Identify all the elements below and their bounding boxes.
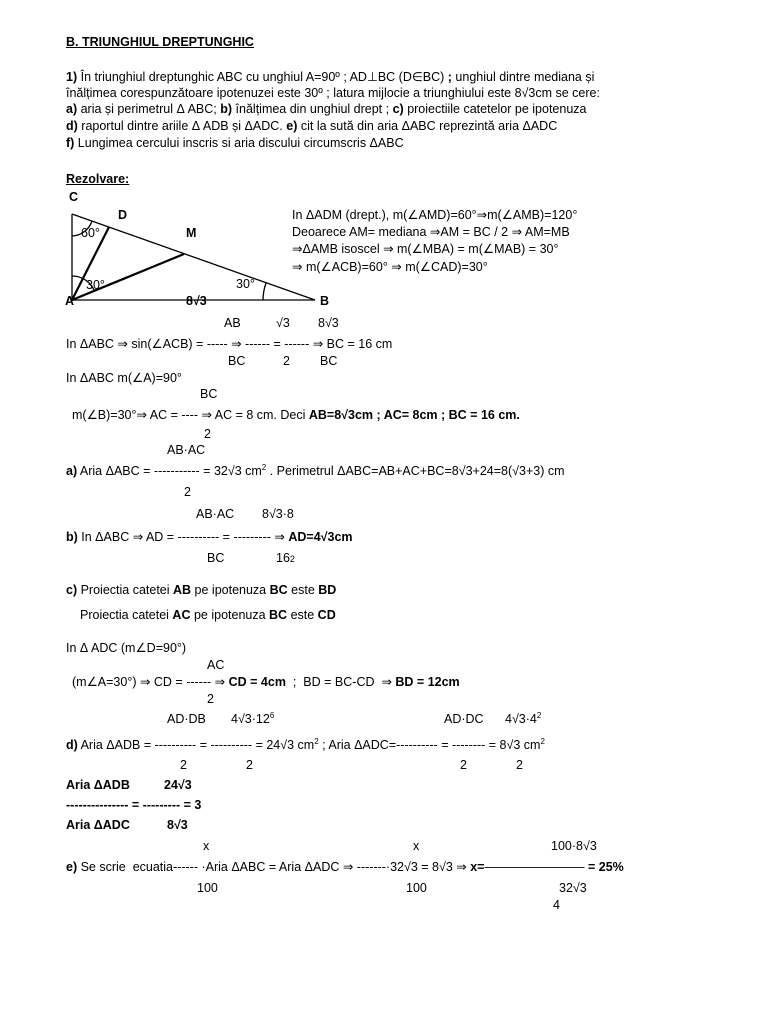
page-title: B. TRIUNGHIUL DREPTUNGHIC [66, 35, 254, 49]
a-den: 2 [184, 485, 191, 499]
median-am [72, 254, 184, 300]
d-den-2: 2 [246, 758, 253, 772]
d-den-4: 2 [516, 758, 523, 772]
vertex-d-label: D [118, 208, 128, 222]
angle-b-arc [263, 283, 266, 300]
part-b-line: b) In ΔABC ⇒ AD = ---------- = --------- ⇒ AD=4√3cm [66, 530, 353, 544]
e-den-2: 100 [406, 881, 427, 895]
vertex-c-label: C [69, 190, 79, 204]
b-num-1: AB·AC [196, 507, 235, 521]
sin-num-1: AB [224, 316, 241, 330]
part-c-line-1: c) Proiectia catetei AB pe ipotenuza BC este BD [66, 583, 337, 597]
sin-den-2: 2 [283, 354, 290, 368]
angle-a-label: 30° [86, 278, 105, 292]
problem-line-2: înălțimea corespunzătoare ipotenuzei este 30º ; latura mijlocie a triunghiului este 8√3cm se cere: [66, 86, 600, 100]
angle-b-label: 30° [236, 277, 255, 291]
ac-den: 2 [204, 427, 211, 441]
e-num-3: 100·8√3 [551, 839, 597, 853]
side-text-3: ⇒ΔAMB isoscel ⇒ m(∠MBA) = m(∠MAB) = 30° [292, 242, 559, 256]
a-num: AB·AC [167, 443, 206, 457]
problem-line-4: d) raportul dintre ariile Δ ADB și ΔADC. e) cit la sută din aria ΔABC reprezintă aria ΔADC [66, 119, 558, 133]
adc-line-2: (m∠A=30°) ⇒ CD = ------ ⇒ CD = 4cm ; BD = BC-CD ⇒ BD = 12cm [72, 675, 460, 689]
solution-heading: Rezolvare: [66, 172, 130, 186]
ratio-num-right: 24√3 [164, 778, 192, 792]
adc-line-1: In Δ ADC (m∠D=90°) [66, 641, 187, 655]
cd-den: 2 [207, 692, 214, 706]
side-text-4: ⇒ m(∠ACB)=60° ⇒ m(∠CAD)=30° [292, 260, 488, 274]
angle-a-line: In ΔABC m(∠A)=90° [66, 371, 182, 385]
d-num-4: $4√3\cdot 4^2$ [505, 711, 542, 726]
d-num-2: $4√3\cdot 12^6$ [231, 711, 275, 726]
e-num-1: x [203, 839, 210, 853]
ac-equation: m(∠B)=30°⇒ AC = ---- ⇒ AC = 8 cm. Deci AB=8√3cm ; AC= 8cm ; BC = 16 cm. [72, 408, 520, 422]
e-num-2: x [413, 839, 420, 853]
sin-num-3: 8√3 [318, 316, 339, 330]
sin-den-3: BC [320, 354, 338, 368]
cd-num: AC [207, 658, 225, 672]
d-num-3: AD·DC [444, 712, 484, 726]
ratio-num-left: Aria ΔADB [66, 778, 130, 792]
vertex-b-label: B [320, 294, 330, 308]
part-c-line-2: Proiectia catetei AC pe ipotenuza BC este CD [80, 608, 336, 622]
b-num-2: 8√3·8 [262, 507, 294, 521]
side-ab-label: 8√3 [186, 294, 207, 308]
e-den-1: 100 [197, 881, 218, 895]
part-d-line: d) Aria ΔADB = ---------- = ---------- = 24√3 $cm^2$ ; Aria ΔADC=---------- = -------- = 8√3 $cm^2$ [66, 737, 545, 752]
d-den-3: 2 [460, 758, 467, 772]
d-den-1: 2 [180, 758, 187, 772]
problem-line-3: a) aria și perimetrul Δ ABC; b) înălțimea din unghiul drept ; c) proiectiile catetelor pe ipotenuza [66, 102, 587, 116]
side-text-2: Deoarece AM= mediana ⇒AM = BC / 2 ⇒ AM=MB [292, 225, 570, 239]
ratio-bar: --------------- = --------- = 3 [66, 798, 202, 812]
ac-num: BC [200, 387, 218, 401]
vertex-m-label: M [186, 226, 197, 240]
e-den-3-sub: 4 [553, 898, 560, 912]
ratio-den-right: 8√3 [167, 818, 188, 832]
sin-num-2: √3 [276, 316, 290, 330]
side-text-1: In ΔADM (drept.), m(∠AMD)=60°⇒m(∠AMB)=120° [292, 208, 578, 222]
vertex-a-label: A [65, 294, 75, 308]
angle-c-label: 60° [81, 226, 100, 240]
b-den-1: BC [207, 551, 225, 565]
d-num-1: AD·DB [167, 712, 206, 726]
problem-line-1: 1) În triunghiul dreptunghic ABC cu unghiul A=90º ; AD⊥BC (D∈BC) ; unghiul dintre mediana și [66, 70, 595, 84]
e-den-3: 32√3 [559, 881, 587, 895]
ratio-den-left: Aria ΔADC [66, 818, 130, 832]
sin-den-1: BC [228, 354, 246, 368]
part-a-line: a) Aria ΔABC = ----------- = 32√3 $cm^2$ . Perimetrul ΔABC=AB+AC+BC=8√3+24=8(√3+3) cm [66, 463, 565, 478]
problem-line-5: f) Lungimea cercului inscris si aria discului circumscris ΔABC [66, 136, 404, 150]
sin-equation: In ΔABC ⇒ sin(∠ACB) = ----- ⇒ ------ = ------ ⇒ BC = 16 cm [66, 337, 393, 351]
part-e-line: e) Se scrie ecuatia------ ·Aria ΔABC = Aria ΔADC ⇒ -------·32√3 = 8√3 ⇒ x=———————— = 25% [66, 860, 624, 874]
b-den-2: 162 [276, 551, 295, 565]
